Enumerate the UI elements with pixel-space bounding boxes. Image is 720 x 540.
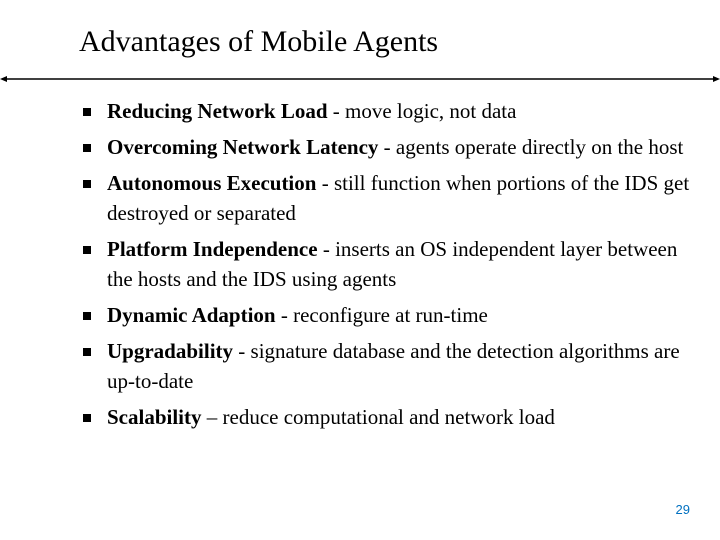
title-divider bbox=[0, 73, 720, 85]
page-number: 29 bbox=[675, 502, 690, 517]
bullet-item bbox=[80, 402, 700, 432]
square-bullet-icon bbox=[83, 180, 91, 188]
bullet-term: Upgradability bbox=[107, 339, 234, 363]
square-bullet-icon bbox=[83, 108, 91, 116]
square-bullet-icon bbox=[83, 246, 91, 254]
bullet-text: - move logic, not data bbox=[327, 99, 517, 123]
bullet-term: Autonomous Execution bbox=[107, 171, 317, 195]
bullet-text: - signature database and the detection algorithms are up-to-date bbox=[107, 339, 680, 393]
bullet-item bbox=[80, 132, 700, 162]
bullet-text: - inserts an OS independent layer between the hosts and the IDS using agents bbox=[107, 237, 678, 291]
square-bullet-icon bbox=[83, 312, 91, 320]
bullet-text: - reconfigure at run-time bbox=[275, 303, 488, 327]
bullet-term: Overcoming Network Latency bbox=[107, 135, 379, 159]
bullet-item bbox=[80, 300, 700, 330]
square-bullet-icon bbox=[83, 348, 91, 356]
bullet-term: Dynamic Adaption bbox=[107, 303, 276, 327]
bullet-text: – reduce computational and network load bbox=[201, 405, 555, 429]
bullet-term: Reducing Network Load bbox=[107, 99, 328, 123]
bullet-text: - still function when portions of the IDS get destroyed or separated bbox=[107, 171, 690, 225]
bullet-item bbox=[80, 168, 700, 228]
bullet-list bbox=[80, 96, 700, 438]
square-bullet-icon bbox=[83, 144, 91, 152]
bullet-term: Platform Independence bbox=[107, 237, 318, 261]
slide-title: Advantages of Mobile Agents bbox=[79, 25, 439, 58]
bullet-item bbox=[80, 336, 700, 396]
bullet-text: - agents operate directly on the host bbox=[378, 135, 684, 159]
bullet-item bbox=[80, 96, 700, 126]
bullet-item bbox=[80, 234, 700, 294]
square-bullet-icon bbox=[83, 414, 91, 422]
bullet-term: Scalability bbox=[107, 405, 202, 429]
